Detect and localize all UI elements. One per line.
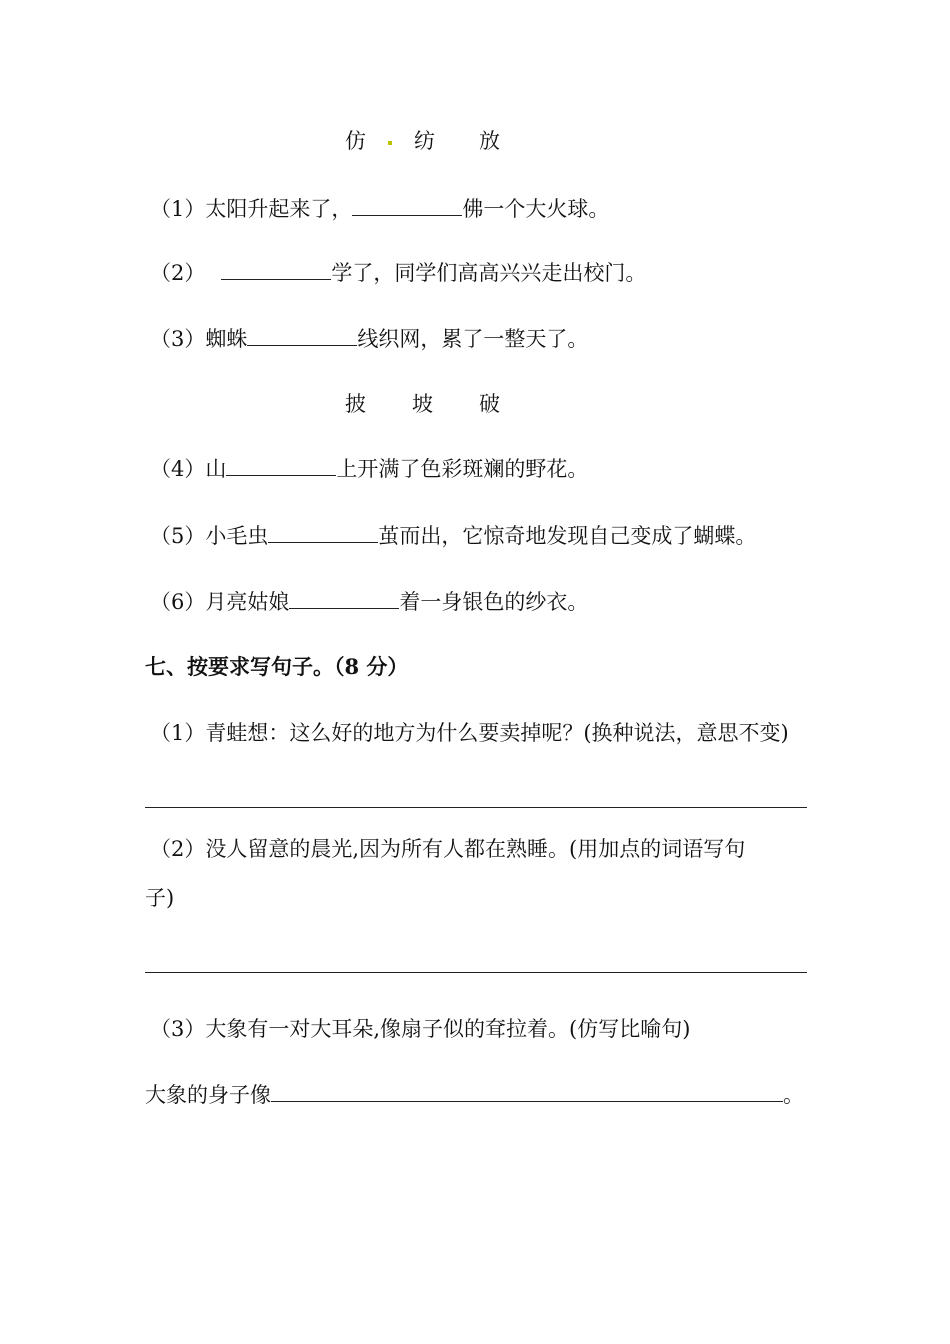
item-text-after: 线织网，累了一整天了。 [357,327,589,351]
answer-blank[interactable] [268,522,378,543]
question-3-answer [145,1081,804,1109]
item-text-after: 茧而出，它惊奇地发现自己变成了蝴蝶。 [378,524,757,548]
answer-suffix: 。 [783,1083,804,1107]
fill-item-5 [150,522,756,550]
item-text-after: 上开满了色彩斑斓的野花。 [336,457,589,481]
item-number: （5） [150,524,206,548]
char-option: 坡 [412,392,433,416]
char-option: 破 [479,392,500,416]
item-number: （6） [150,590,206,614]
highlight-dot [388,141,392,145]
item-number: （1） [150,197,206,221]
question-3: （3）大象有一对大耳朵,像扇子似的耷拉着。(仿写比喻句) [150,1017,691,1041]
question-2-line1: （2）没人留意的晨光,因为所有人都在熟睡。(用加点的词语写句 [150,837,746,861]
answer-line-2[interactable] [145,972,807,973]
item-text-before: 太阳升起来了， [205,197,353,221]
fill-item-3 [150,325,588,353]
item-text-before: 蜘蛛 [205,327,248,351]
item-text-after: 佛一个大火球。 [462,197,610,221]
answer-line-1[interactable] [145,807,807,808]
char-option: 仿 [345,129,366,153]
answer-prefix: 大象的身子像 [145,1083,271,1107]
answer-blank[interactable] [352,195,462,216]
item-text-before: 小毛虫 [205,524,269,548]
answer-blank[interactable] [247,325,357,346]
answer-blank[interactable] [289,588,399,609]
fill-item-6 [150,588,588,616]
answer-blank[interactable] [226,455,336,476]
answer-blank[interactable] [271,1081,783,1102]
item-number: （4） [150,457,206,481]
question-1: （1）青蛙想：这么好的地方为什么要卖掉呢？(换种说法，意思不变) [150,721,789,745]
char-option: 披 [345,392,366,416]
fill-item-2 [150,259,646,287]
char-choices-2 [345,390,500,418]
question-2-line2: 子) [145,886,175,910]
item-number: （2） [150,261,206,285]
answer-blank[interactable] [221,259,331,280]
fill-item-4 [150,455,588,483]
char-option: 纺 [414,129,435,153]
item-text-before: 月亮姑娘 [205,590,290,614]
item-text-before: 山 [205,457,227,481]
char-choices-1 [345,127,500,155]
char-option: 放 [479,129,500,153]
item-text-after: 着一身银色的纱衣。 [399,590,589,614]
item-text-after: 学了，同学们高高兴兴走出校门。 [331,261,647,285]
fill-item-1 [150,195,609,223]
item-number: （3） [150,327,206,351]
section-heading: 七、按要求写句子。（8 分） [145,654,409,679]
